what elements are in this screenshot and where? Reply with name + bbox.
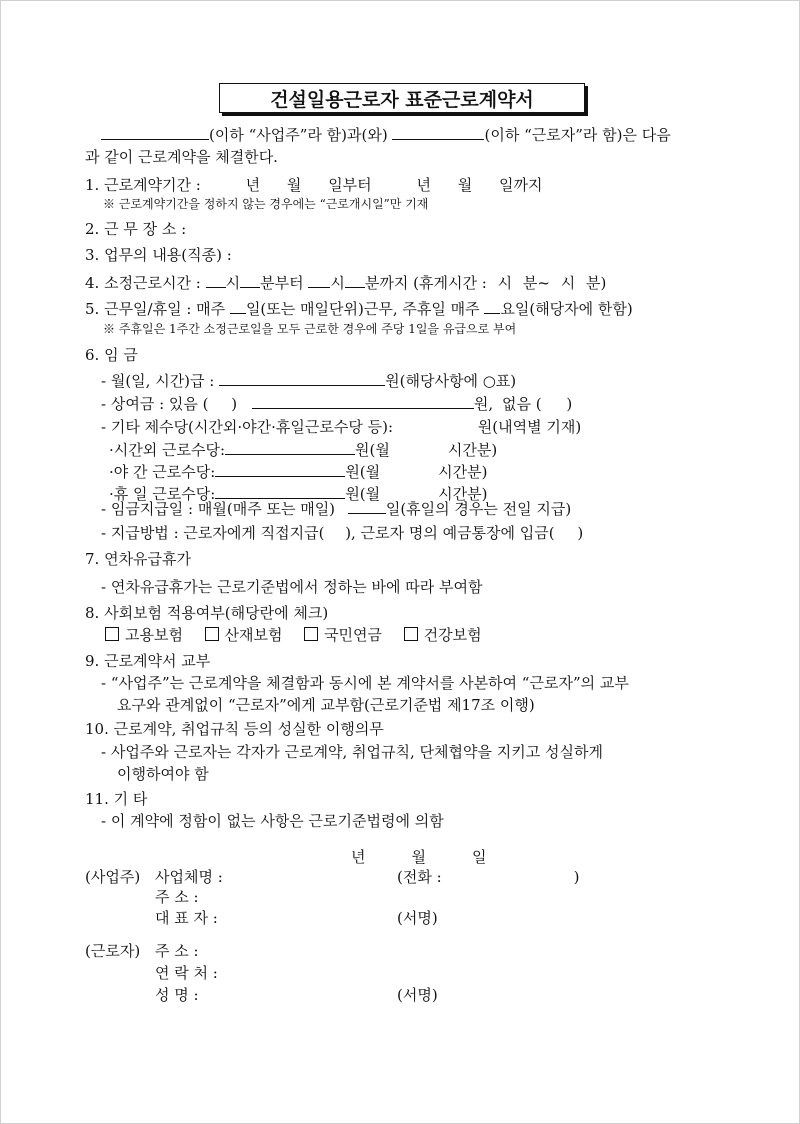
night-allowance: ·야 간 근로수당: 원(월 시간분) <box>109 463 488 481</box>
payday-line: - 임금지급일 : 매월(매주 또는 매일) 일(휴일의 경우는 전일 지급) <box>101 500 572 518</box>
obligations-line-1: - 사업주와 근로자는 각자가 근로계약, 취업규칙, 단체협약을 지키고 성실하게 <box>101 743 603 761</box>
contract-delivery-heading: 9. 근로계약서 교부 <box>85 652 211 670</box>
holiday-allowance: ·휴 일 근로수당: 원(월 시간분) <box>109 485 488 503</box>
worker-address-label: 주 소 : <box>155 942 199 960</box>
title-box <box>219 83 585 113</box>
overtime-allowance: ·시간외 근로수당: 원(월 시간분) <box>109 441 498 459</box>
checkbox-icon[interactable] <box>105 627 119 641</box>
obligations-line-2: 이행하여야 함 <box>117 765 209 783</box>
bonus-line: - 상여금 : 있음 ( ) 원, 없음 ( ) <box>101 395 573 413</box>
allowance-line: - 기타 제수당(시간외·야간·휴일근로수당 등): 원(내역별 기재) <box>101 418 582 436</box>
working-hours: 4. 소정근로시간 : 시 분부터 시 분까지 (휴게시간 : 시 분~ 시 분) <box>85 274 607 292</box>
worker-tag: (근로자) <box>85 942 141 960</box>
checkbox-icon[interactable] <box>404 627 418 641</box>
holiday-note: ※ 주휴일은 1주간 소정근로일을 모두 근로한 경우에 주당 1일을 유급으로 부여 <box>103 322 517 336</box>
checkbox-icon[interactable] <box>304 627 318 641</box>
annual-leave-heading: 7. 연차유급휴가 <box>85 550 192 568</box>
employer-representative-label: 대 표 자 : <box>155 909 218 927</box>
wage-heading: 6. 임 금 <box>85 346 138 364</box>
contract-period: 1. 근로계약기간 : 년 월 일부터 년 월 일까지 <box>85 176 543 194</box>
insurance-options <box>105 625 482 645</box>
workdays-holidays: 5. 근무일/휴일 : 매주 일(또는 매일단위)근무, 주휴일 매주 요일(해당자에 한함) <box>85 300 633 318</box>
work-place: 2. 근 무 장 소 : <box>85 220 187 238</box>
intro-line-1: (이하 “사업주”라 함)과(와) (이하 “근로자”라 함)은 다음 <box>101 125 671 145</box>
industrial-accident-insurance-option[interactable]: 산재보험 <box>205 626 283 644</box>
contract-delivery-line-1: - “사업주”는 근로계약을 체결함과 동시에 본 계약서를 사본하여 “근로자”의 교부 <box>101 674 629 692</box>
note-mark-icon: ※ <box>103 322 116 336</box>
other-heading: 11. 기 타 <box>85 790 148 808</box>
worker-name-blank[interactable] <box>392 125 484 140</box>
worker-name-label: 성 명 : <box>155 986 199 1004</box>
wage-amount-blank[interactable] <box>219 371 385 386</box>
other-text: - 이 계약에 정함이 없는 사항은 근로기준법령에 의함 <box>101 812 444 830</box>
period-note: ※ 근로계약기간을 정하지 않는 경우에는 “근로개시일”만 기재 <box>103 197 429 211</box>
intro-line-2: 과 같이 근로계약을 체결한다. <box>85 148 278 166</box>
worker-signature[interactable]: (서명) <box>397 986 438 1004</box>
wage-line: - 월(일, 시간)급 : 원(해당사항에 ○표) <box>101 372 517 390</box>
employer-address-label: 주 소 : <box>155 888 199 906</box>
contract-delivery-line-2: 요구와 관계없이 “근로자”에게 교부함(근로기준법 제17조 이행) <box>117 696 535 714</box>
employer-name-blank[interactable] <box>101 125 209 140</box>
employment-insurance-option[interactable]: 고용보험 <box>105 626 183 644</box>
employer-company-label: 사업체명 : <box>155 868 223 886</box>
social-insurance-heading: 8. 사회보험 적용여부(해당란에 체크) <box>85 604 329 622</box>
national-pension-option[interactable]: 국민연금 <box>304 626 382 644</box>
annual-leave-text: - 연차유급휴가는 근로기준법에서 정하는 바에 따라 부여함 <box>101 578 483 596</box>
checkbox-icon[interactable] <box>205 627 219 641</box>
contract-date: 년 월 일 <box>351 848 487 866</box>
note-mark-icon: ※ <box>103 197 116 211</box>
health-insurance-option[interactable]: 건강보험 <box>404 626 482 644</box>
worker-contact-label: 연 락 처 : <box>155 964 218 982</box>
employer-signature[interactable]: (서명) <box>397 909 438 927</box>
page-title: 건설일용근로자 표준근로계약서 <box>270 88 534 111</box>
job-description: 3. 업무의 내용(직종) : <box>85 246 232 264</box>
employer-tag: (사업주) <box>85 868 141 886</box>
obligations-heading: 10. 근로계약, 취업규칙 등의 성실한 이행의무 <box>85 720 384 738</box>
bonus-amount-blank[interactable] <box>252 394 474 409</box>
employer-phone: (전화 : ) <box>397 868 580 886</box>
payment-method: - 지급방법 : 근로자에게 직접지급( ), 근로자 명의 예금통장에 입금( ) <box>101 524 584 542</box>
